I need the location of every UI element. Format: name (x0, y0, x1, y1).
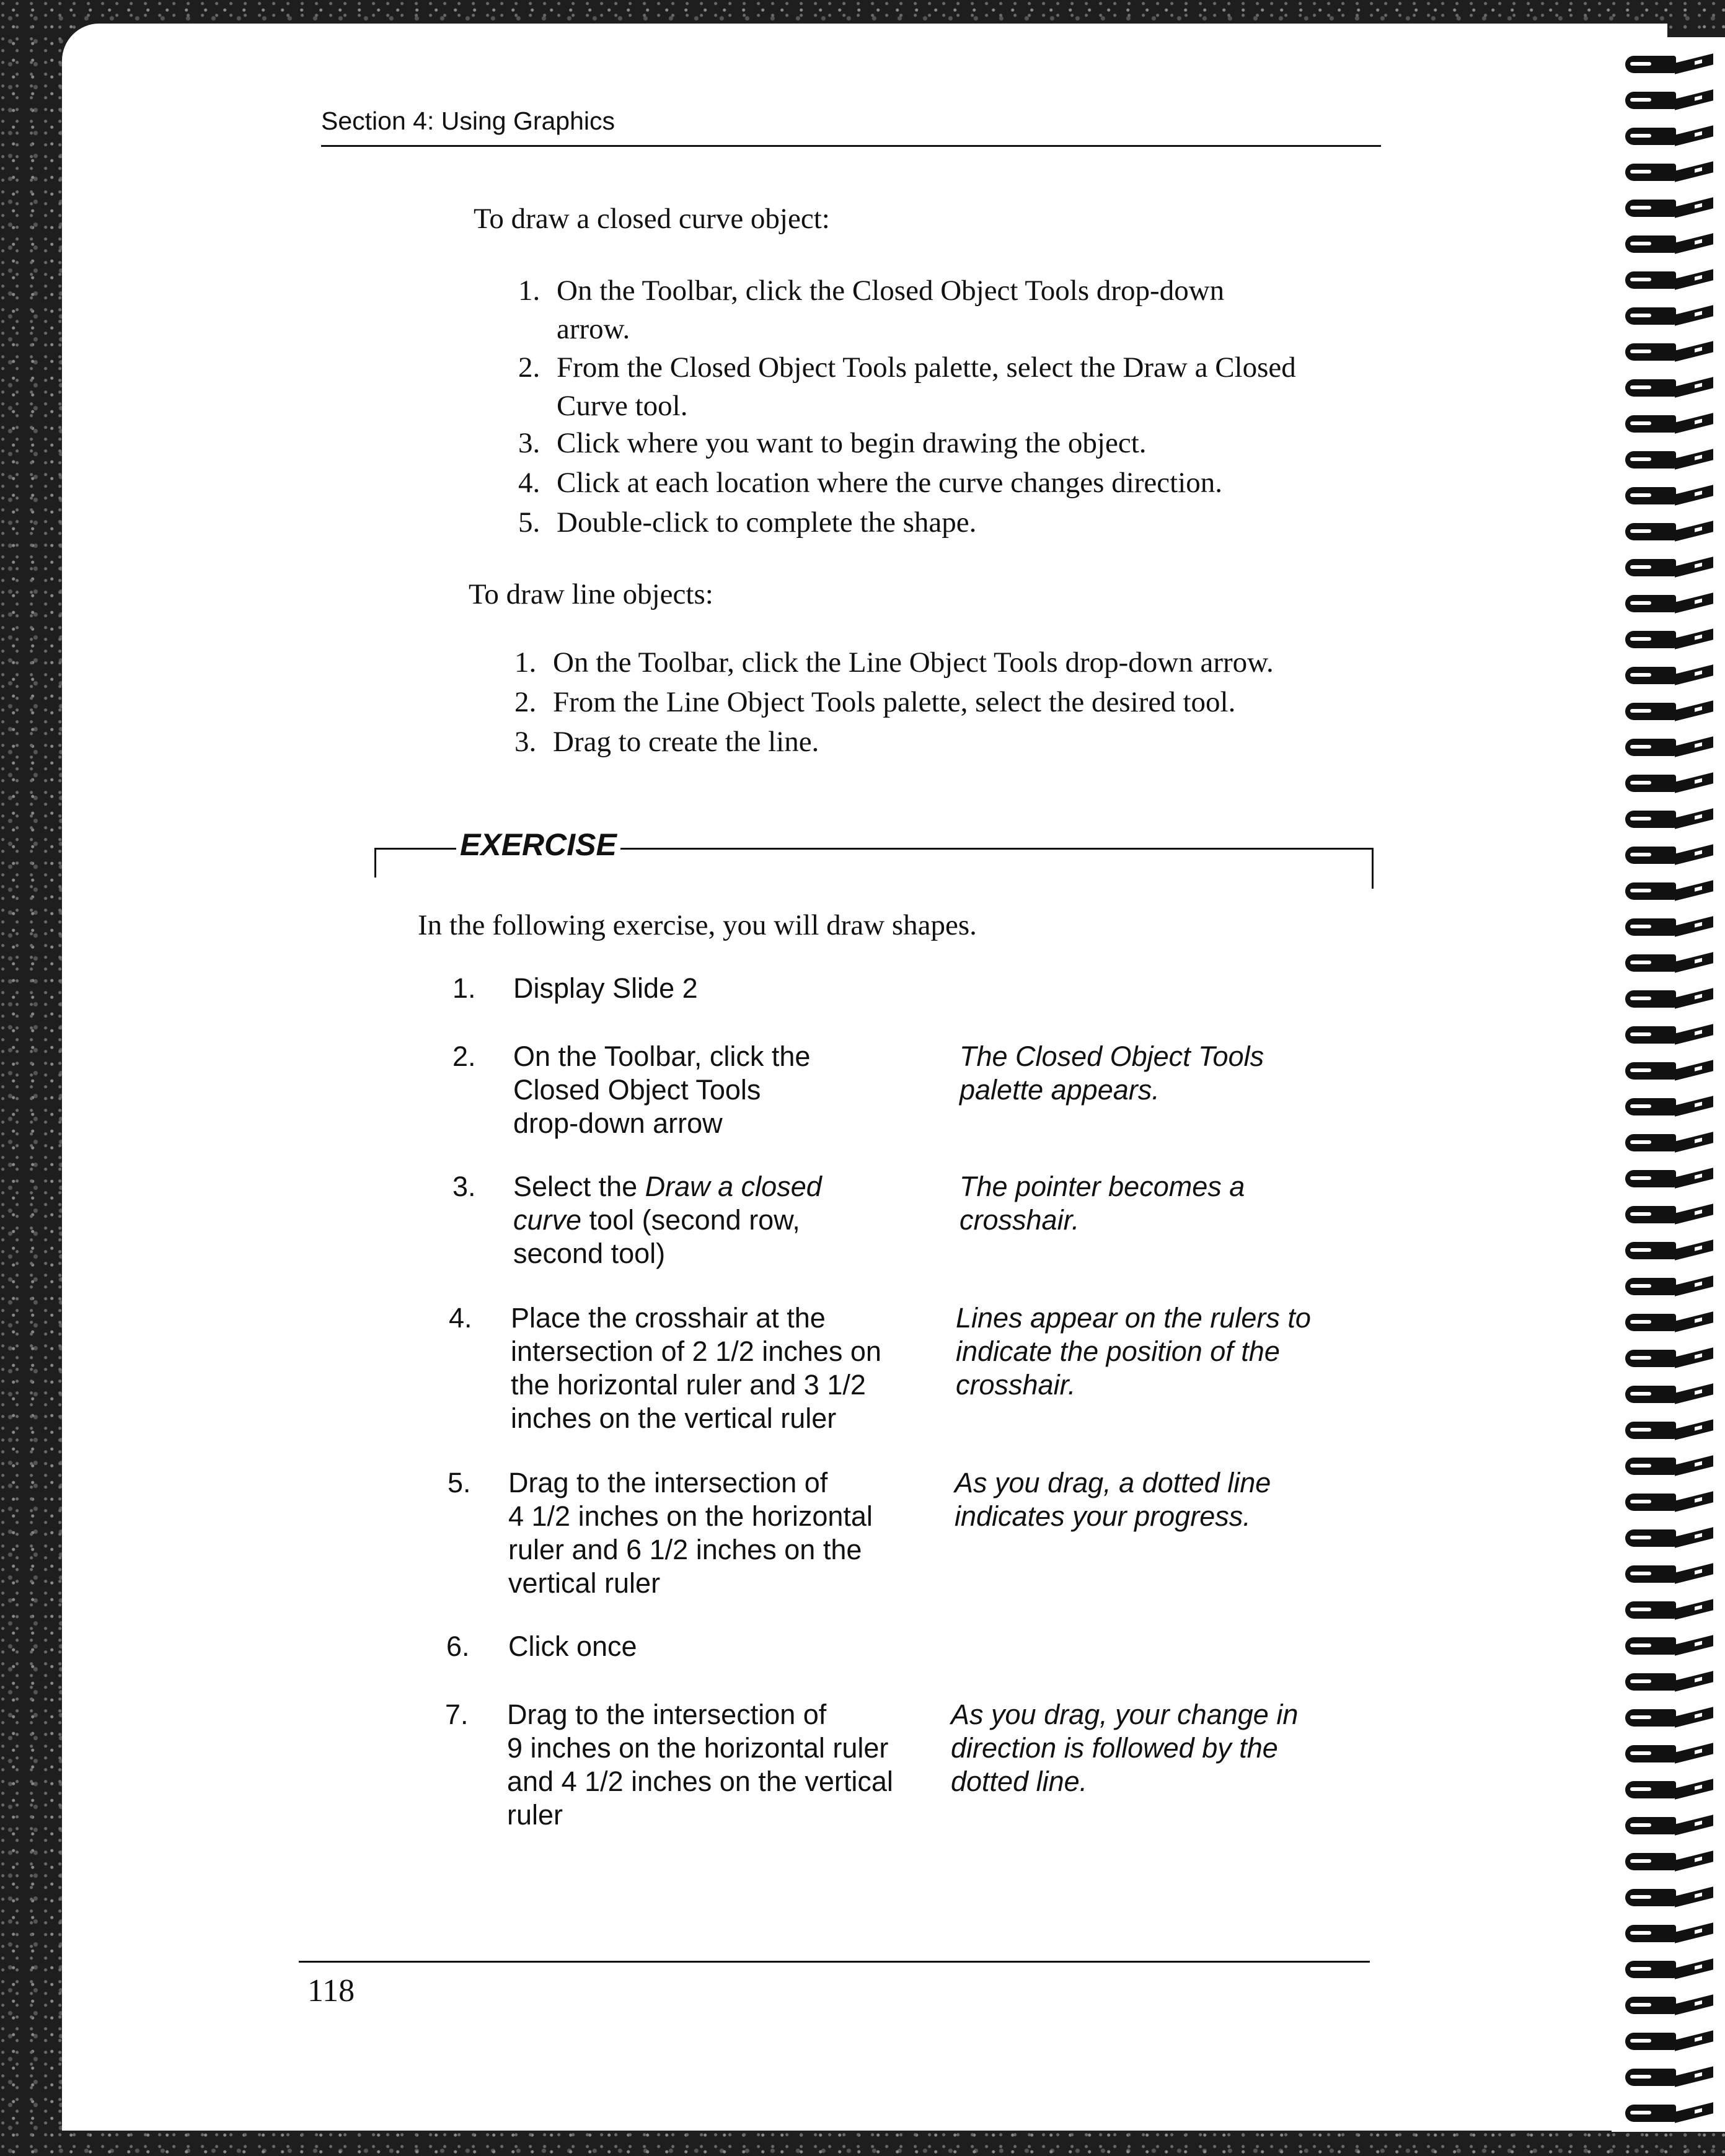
step-text: arrow. (557, 313, 630, 345)
step-text: Curve tool. (557, 390, 688, 422)
line-objects-intro: To draw line objects: (469, 578, 713, 610)
closed-curve-step (518, 348, 1296, 425)
spiral-coil (1625, 271, 1718, 290)
exercise-step-result (951, 1698, 1298, 1798)
exercise-step-number: 6. (446, 1630, 470, 1662)
step-number: 3. (518, 427, 540, 459)
spiral-coil (1625, 1062, 1718, 1081)
spiral-coil (1625, 631, 1718, 649)
action-line: inches on the vertical ruler (511, 1402, 837, 1434)
line-objects-step (514, 723, 819, 761)
spiral-coil (1625, 1817, 1718, 1836)
exercise-step-number: 4. (449, 1302, 472, 1334)
step-text: On the Toolbar, click the Line Object Tools drop-down arrow. (553, 646, 1274, 679)
spiral-coil (1625, 882, 1718, 901)
spiral-coil (1625, 92, 1718, 110)
spiral-coil (1625, 1997, 1718, 2015)
result-line: crosshair. (960, 1204, 1080, 1236)
spiral-coil (1625, 56, 1718, 74)
step-number: 1. (518, 275, 540, 307)
spiral-coil (1625, 811, 1718, 829)
spiral-coil (1625, 379, 1718, 398)
result-line: The Closed Object Tools (960, 1041, 1264, 1072)
action-line: ruler (507, 1799, 563, 1831)
action-line: 9 inches on the horizontal ruler (507, 1732, 889, 1764)
spiral-coil (1625, 343, 1718, 362)
spiral-coil (1625, 200, 1718, 218)
step-number: 3. (514, 726, 537, 758)
spiral-coil (1625, 1098, 1718, 1117)
exercise-step-number: 7. (445, 1699, 469, 1730)
spiral-coil (1625, 1206, 1718, 1225)
action-line: Drag to the intersection of (507, 1699, 827, 1730)
action-line: Display Slide 2 (513, 972, 698, 1004)
spiral-coil (1625, 1170, 1718, 1189)
result-line: crosshair. (956, 1369, 1076, 1401)
spiral-binding (1612, 37, 1725, 2132)
tool-name-emphasis: Draw a closed (645, 1171, 822, 1202)
result-line: indicate the position of the (956, 1335, 1280, 1367)
line-objects-step (514, 683, 1235, 721)
step-text: Drag to create the line. (553, 726, 819, 758)
spiral-coil (1625, 128, 1718, 146)
spiral-coil (1625, 1386, 1718, 1404)
spiral-coil (1625, 451, 1718, 470)
step-number: 1. (514, 646, 537, 679)
step-text: Click where you want to begin drawing the object. (557, 427, 1147, 459)
spiral-coil (1625, 559, 1718, 578)
spiral-coil (1625, 2069, 1718, 2087)
result-line: dotted line. (951, 1766, 1088, 1797)
step-number: 2. (518, 351, 540, 384)
spiral-coil (1625, 307, 1718, 326)
spiral-coil (1625, 1278, 1718, 1296)
result-line: As you drag, your change in (951, 1699, 1299, 1730)
spiral-coil (1625, 1458, 1718, 1476)
step-number: 2. (514, 686, 537, 718)
closed-curve-step (518, 503, 976, 542)
action-line: the horizontal ruler and 3 1/2 (511, 1369, 866, 1401)
step-text: Click at each location where the curve changes direction. (557, 467, 1223, 499)
action-line: ruler and 6 1/2 inches on the (508, 1534, 862, 1565)
action-line: Drag to the intersection of (508, 1467, 828, 1498)
action-line: and 4 1/2 inches on the vertical (507, 1766, 893, 1797)
exercise-rule-left (374, 848, 376, 878)
result-line: indicates your progress. (955, 1500, 1251, 1532)
exercise-step-number: 2. (452, 1041, 476, 1072)
exercise-step-number: 3. (452, 1171, 476, 1202)
result-line: As you drag, a dotted line (955, 1467, 1271, 1498)
spiral-coil (1625, 1529, 1718, 1548)
result-line: Lines appear on the rulers to (956, 1302, 1311, 1334)
spiral-coil (1625, 1709, 1718, 1728)
step-number: 4. (518, 467, 540, 499)
exercise-step-action (513, 1040, 810, 1140)
exercise-step-action (513, 972, 698, 1005)
action-line: second tool) (513, 1238, 666, 1269)
exercise-step-action (508, 1630, 637, 1663)
exercise-step-number: 5. (448, 1467, 471, 1498)
exercise-step-number: 1. (452, 972, 476, 1004)
spiral-coil (1625, 775, 1718, 793)
spiral-coil (1625, 954, 1718, 973)
spiral-coil (1625, 847, 1718, 865)
spiral-coil (1625, 1925, 1718, 1943)
action-line: Click once (508, 1630, 637, 1662)
action-line: vertical ruler (508, 1567, 661, 1599)
spiral-coil (1625, 1494, 1718, 1512)
spiral-coil (1625, 1422, 1718, 1440)
spiral-coil (1625, 1889, 1718, 1907)
spiral-coil (1625, 1350, 1718, 1368)
action-line: tool (second row, (581, 1204, 800, 1236)
spiral-coil (1625, 667, 1718, 685)
closed-curve-step (518, 271, 1224, 348)
spiral-coil (1625, 703, 1718, 721)
step-number: 5. (518, 506, 540, 539)
spiral-coil (1625, 1673, 1718, 1692)
spiral-coil (1625, 1026, 1718, 1045)
step-text: On the Toolbar, click the Closed Object Tools drop-down (557, 275, 1225, 307)
spiral-coil (1625, 1745, 1718, 1764)
spiral-coil (1625, 2105, 1718, 2123)
action-line: On the Toolbar, click the (513, 1041, 811, 1072)
closed-curve-intro: To draw a closed curve object: (474, 203, 830, 235)
spiral-coil (1625, 523, 1718, 542)
page-number: 118 (307, 1973, 355, 2009)
spiral-coil (1625, 1961, 1718, 1979)
action-line: 4 1/2 inches on the horizontal (508, 1500, 873, 1532)
step-text: From the Line Object Tools palette, select the desired tool. (553, 686, 1236, 718)
action-line: intersection of 2 1/2 inches on (511, 1335, 881, 1367)
exercise-rule-right (1372, 848, 1374, 889)
spiral-coil (1625, 1242, 1718, 1261)
footer-rule (299, 1961, 1370, 1963)
exercise-step-action (508, 1466, 873, 1600)
spiral-coil (1625, 990, 1718, 1009)
spiral-coil (1625, 1314, 1718, 1332)
result-line: direction is followed by the (951, 1732, 1278, 1764)
spiral-coil (1625, 2033, 1718, 2051)
spiral-coil (1625, 1853, 1718, 1872)
spiral-coil (1625, 1637, 1718, 1656)
action-line: drop-down arrow (513, 1107, 723, 1139)
closed-curve-step (518, 464, 1222, 502)
exercise-step-action (513, 1170, 822, 1270)
exercise-step-action (507, 1698, 893, 1832)
spiral-coil (1625, 415, 1718, 434)
exercise-label: EXERCISE (456, 827, 620, 863)
action-line: Closed Object Tools (513, 1074, 761, 1106)
exercise-intro: In the following exercise, you will draw shapes. (418, 909, 977, 941)
spiral-coil (1625, 1134, 1718, 1153)
spiral-coil (1625, 918, 1718, 937)
action-line: Place the crosshair at the (511, 1302, 826, 1334)
spiral-coil (1625, 595, 1718, 614)
step-text: From the Closed Object Tools palette, select the Draw a Closed (557, 351, 1296, 384)
section-title: Section 4: Using Graphics (321, 107, 615, 135)
action-line: Select the (513, 1171, 645, 1202)
line-objects-step (514, 643, 1274, 682)
exercise-step-result (960, 1170, 1245, 1237)
spiral-coil (1625, 1601, 1718, 1620)
spiral-coil (1625, 487, 1718, 506)
exercise-step-result (955, 1466, 1271, 1533)
spiral-coil (1625, 1781, 1718, 1800)
spiral-coil (1625, 1565, 1718, 1584)
exercise-step-action (511, 1301, 881, 1435)
exercise-step-result (956, 1301, 1311, 1402)
spiral-coil (1625, 235, 1718, 254)
spiral-coil (1625, 739, 1718, 757)
result-line: The pointer becomes a (960, 1171, 1245, 1202)
exercise-step-result (960, 1040, 1264, 1107)
header-rule (321, 145, 1381, 147)
step-text: Double-click to complete the shape. (557, 506, 977, 539)
result-line: palette appears. (960, 1074, 1160, 1106)
tool-name-emphasis: curve (513, 1204, 582, 1236)
closed-curve-step (518, 424, 1147, 462)
spiral-coil (1625, 164, 1718, 182)
